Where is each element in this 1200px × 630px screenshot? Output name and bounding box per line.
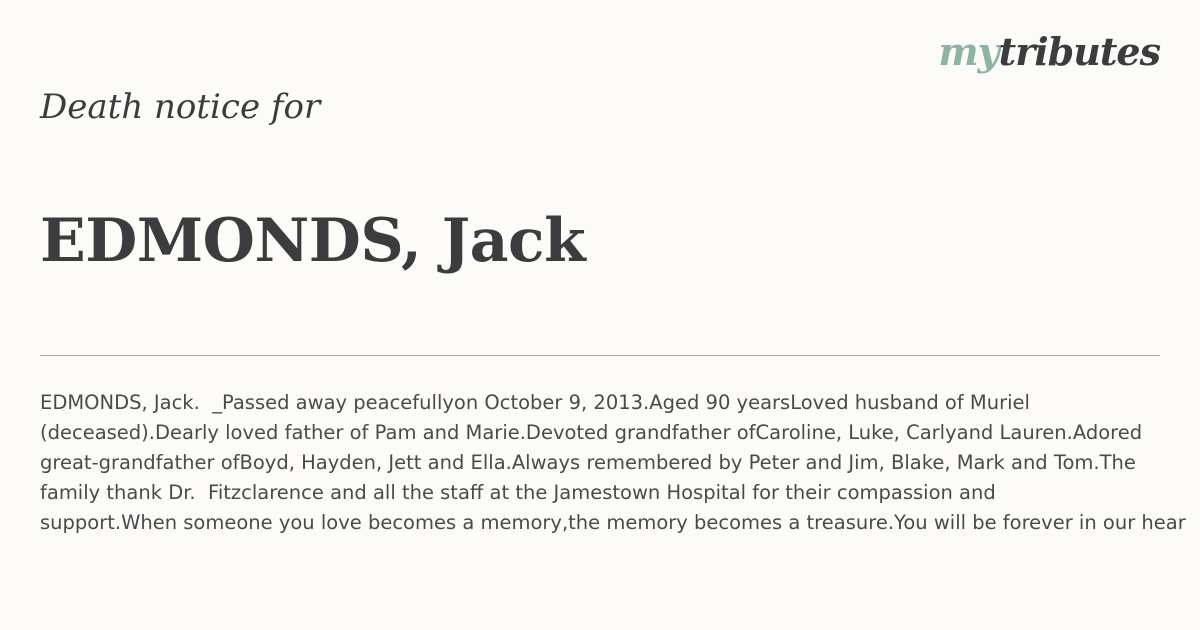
logo-my-text: my bbox=[938, 29, 999, 74]
notice-text-line: family thank Dr. Fitzclarence and all the staff at the Jamestown Hospital for their compassion and bbox=[40, 481, 996, 504]
death-notice-kicker: Death notice for bbox=[40, 87, 321, 127]
deceased-name-title: EDMONDS, Jack bbox=[40, 206, 586, 276]
notice-text-line: support.When someone you love becomes a memory,the memory becomes a treasure.You will be forever in our hear bbox=[40, 511, 1186, 534]
logo-tributes-text: tributes bbox=[998, 29, 1160, 74]
notice-text-line: great-grandfather ofBoyd, Hayden, Jett and Ella.Always remembered by Peter and Jim, Blake, Mark and Tom.The bbox=[40, 451, 1136, 474]
death-notice-body bbox=[40, 388, 1190, 538]
notice-text-line: (deceased).Dearly loved father of Pam and Marie.Devoted grandfather ofCaroline, Luke, Carlyand Lauren.Adored bbox=[40, 421, 1143, 444]
mytributes-logo[interactable] bbox=[938, 30, 1160, 74]
notice-text-line: EDMONDS, Jack. _Passed away peacefullyon October 9, 2013.Aged 90 yearsLoved husband of Muriel bbox=[40, 391, 1030, 414]
section-divider bbox=[40, 355, 1160, 356]
